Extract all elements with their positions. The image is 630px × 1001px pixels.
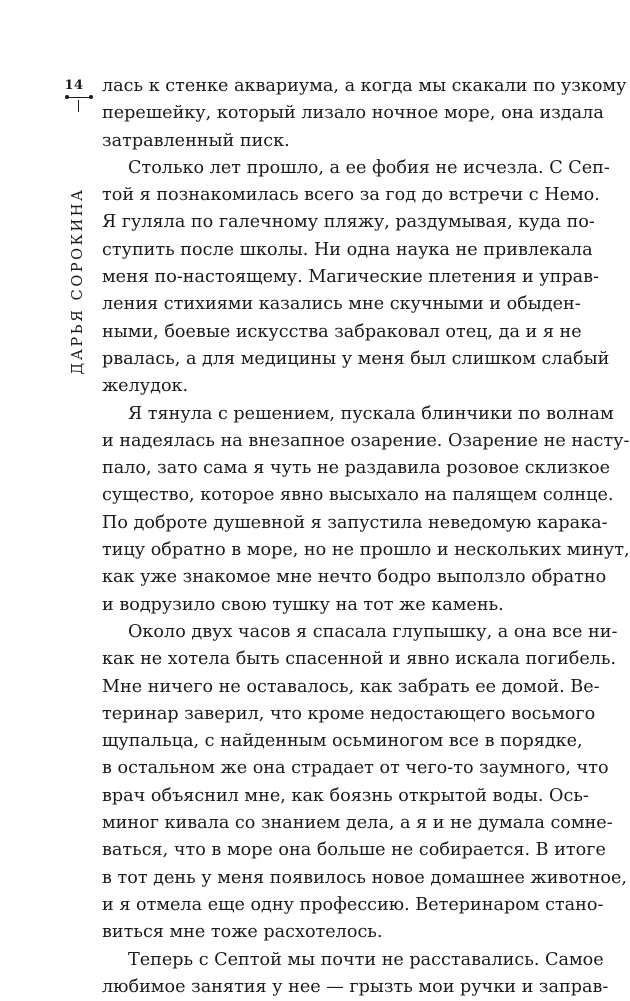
header-dot-right — [89, 95, 93, 99]
paragraph — [102, 401, 630, 619]
text-line: щупальца, с найденным осьминогом все в порядке, — [102, 731, 583, 752]
text-line: теринар заверил, что кроме недостающего восьмого — [102, 703, 596, 724]
text-line: ваться, что в море она больше не собирается. В итоге — [102, 840, 606, 861]
body-text — [102, 73, 630, 1001]
header-vertical-rule — [78, 100, 79, 112]
text-line: тицу обратно в море, но не прошло и нескольких минут, — [102, 540, 630, 561]
text-line: врач объяснил мне, как боязнь открытой воды. Ось- — [102, 785, 589, 806]
text-line: Около двух часов я спасала глупышку, а она все ни- — [128, 621, 618, 642]
author-name-text: ДАРЬЯ СОРОКИНА — [70, 187, 86, 375]
paragraph — [102, 73, 627, 155]
page-number: 14 — [64, 78, 84, 93]
text-line: существо, которое явно высыхало на палящем солнце. — [102, 485, 614, 506]
text-line: перешейку, который лизало ночное море, она издала — [102, 103, 604, 124]
text-line: Теперь с Септой мы почти не расставались. Самое — [128, 949, 604, 970]
paragraph — [102, 155, 610, 401]
paragraph — [102, 619, 627, 947]
text-line: Столько лет прошло, а ее фобия не исчезла. С Сеп- — [128, 157, 610, 178]
text-line: рвалась, а для медицины у меня был слишком слабый — [102, 348, 610, 369]
text-line: миног кивала со знанием дела, а я и не думала сомне- — [102, 813, 613, 834]
text-line: Я тянула с решением, пускала блинчики по волнам — [128, 403, 614, 424]
text-line: как уже знакомое мне нечто бодро выползло обратно — [102, 567, 607, 588]
text-line: той я познакомилась всего за год до встречи с Немо. — [102, 185, 600, 206]
text-line: Мне ничего не оставалось, как забрать ее домой. Ве- — [102, 676, 600, 697]
paragraph — [102, 947, 609, 1001]
text-line: в остальном же она страдает от чего-то заумного, что — [102, 758, 609, 779]
text-line: и надеялась на внезапное озарение. Озарение не насту- — [102, 430, 630, 451]
text-line: пало, зато сама я чуть не раздавила розовое склизкое — [102, 458, 611, 479]
text-line: и я отмела еще одну профессию. Ветеринаром стано- — [102, 894, 604, 915]
text-line: ступить после школы. Ни одна наука не привлекала — [102, 239, 593, 260]
text-line: как не хотела быть спасенной и явно искала погибель. — [102, 649, 617, 670]
text-line: затравленный писк. — [102, 130, 290, 151]
text-line: ления стихиями казались мне скучными и обыден- — [102, 294, 581, 315]
text-line: и водрузило свою тушку на тот же камень. — [102, 594, 504, 615]
text-line: Я гуляла по галечному пляжу, раздумывая, куда по- — [102, 212, 595, 233]
text-line: желудок. — [102, 376, 189, 397]
text-line: меня по-настоящему. Магические плетения и управ- — [102, 267, 599, 288]
text-line: По доброте душевной я запустила неведомую карака- — [102, 512, 608, 533]
header-rule — [69, 97, 91, 98]
text-line: лась к стенке аквариума, а когда мы скакали по узкому — [102, 76, 627, 96]
text-line: в тот день у меня появилось новое домашнее животное, — [102, 867, 627, 888]
text-line: ными, боевые искусства забраковал отец, да и я не — [102, 321, 582, 342]
text-line: любимое занятия у нее — грызть мои ручки и заправ- — [102, 976, 609, 997]
text-line: виться мне тоже расхотелось. — [102, 922, 383, 943]
